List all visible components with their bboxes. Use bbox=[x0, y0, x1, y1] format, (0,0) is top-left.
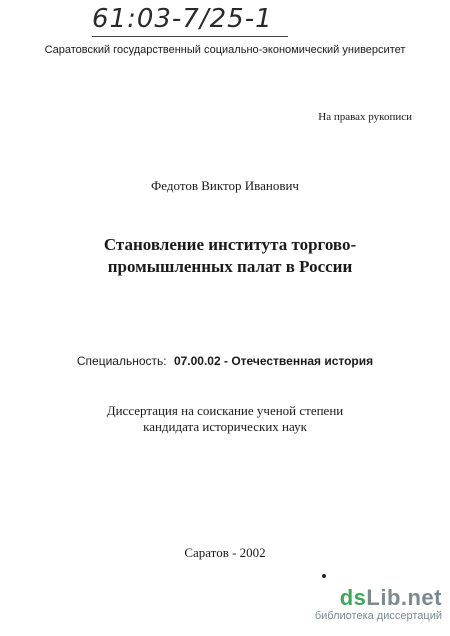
degree-description bbox=[0, 403, 450, 435]
brand-part-ds: ds bbox=[339, 585, 367, 610]
university-name: Саратовский государственный социально-экономический университет bbox=[44, 44, 406, 56]
city-year: Саратов - 2002 bbox=[184, 545, 266, 560]
dissertation-title bbox=[80, 234, 380, 278]
archive-number-handwritten: 61:03-7/25-1 bbox=[92, 4, 273, 34]
degree-line: кандидата исторических наук bbox=[143, 419, 307, 434]
specialty-code: 07.00.02 - Отечественная история bbox=[173, 354, 374, 368]
degree-line: Диссертация на соискание ученой степени bbox=[106, 403, 344, 418]
ink-dot bbox=[322, 574, 326, 578]
brand-part-lib: Lib.net bbox=[366, 585, 442, 610]
manuscript-note: На правах рукописи bbox=[318, 111, 412, 123]
author-name: Федотов Виктор Иванович bbox=[151, 178, 299, 193]
archive-number-underline bbox=[92, 36, 288, 37]
title-line: Становление института торгово- bbox=[103, 235, 357, 254]
watermark-subtitle: библиотека диссертаций bbox=[314, 610, 442, 622]
title-line: промышленных палат в России bbox=[107, 257, 353, 276]
specialty-line bbox=[0, 354, 450, 368]
watermark-brand bbox=[315, 586, 442, 610]
watermark-logo bbox=[315, 586, 442, 623]
specialty-label: Специальность: bbox=[76, 354, 167, 368]
